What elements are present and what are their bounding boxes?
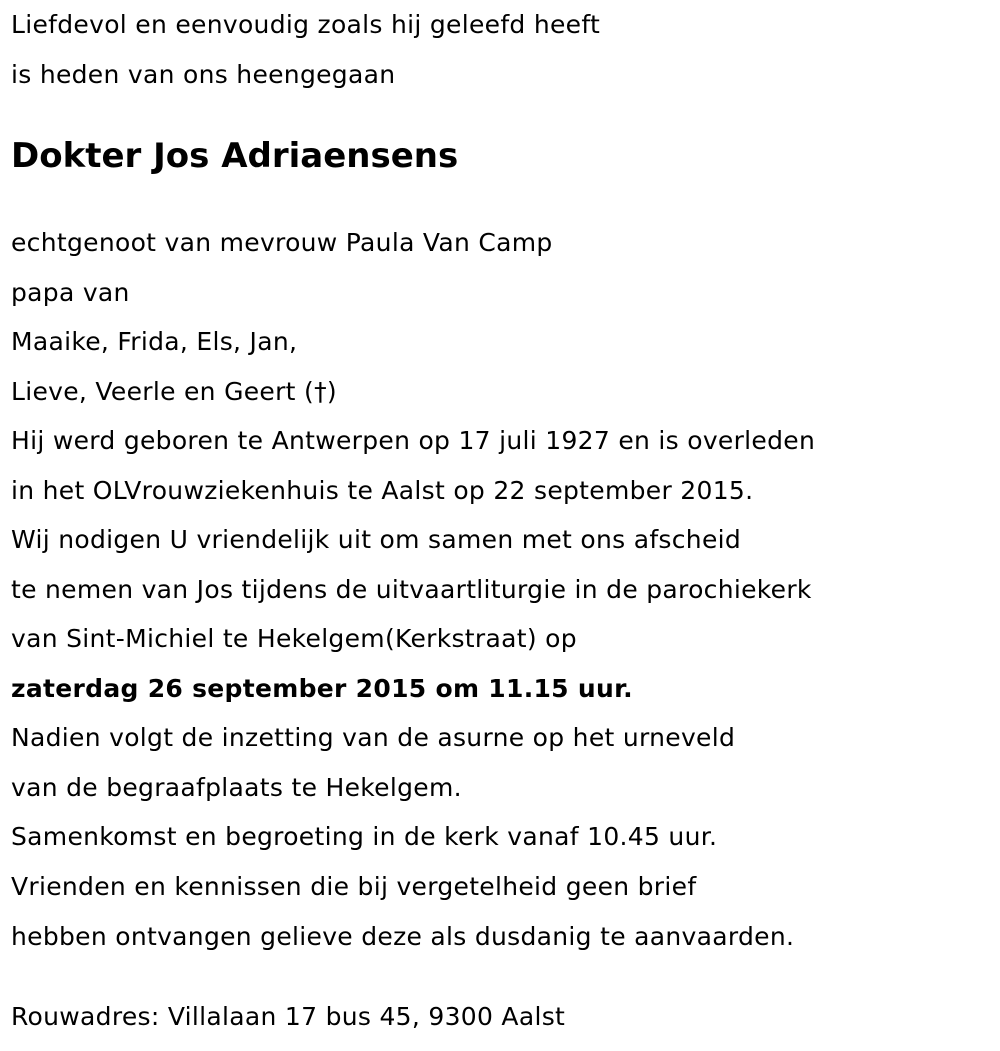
mourning-address: Rouwadres: Villalaan 17 bus 45, 9300 Aalst: [11, 1002, 566, 1031]
intro-line-1: Liefdevol en eenvoudig zoals hij geleefd heeft: [11, 10, 601, 39]
urn-line-2: van de begraafplaats te Hekelgem.: [11, 773, 462, 802]
children-line-1: Maaike, Frida, Els, Jan,: [11, 327, 298, 356]
urn-line-1: Nadien volgt de inzetting van de asurne op het urneveld: [11, 723, 736, 752]
deceased-name: Dokter Jos Adriaensens: [11, 136, 459, 176]
notice-line-1: Vrienden en kennissen die bij vergetelheid geen brief: [11, 872, 697, 901]
children-line-2: Lieve, Veerle en Geert (†): [11, 377, 337, 406]
children-intro-line: papa van: [11, 278, 130, 307]
intro-line-2: is heden van ons heengegaan: [11, 60, 396, 89]
invitation-line-1: Wij nodigen U vriendelijk uit om samen met ons afscheid: [11, 525, 742, 554]
invitation-line-2: te nemen van Jos tijdens de uitvaartliturgie in de parochiekerk: [11, 575, 812, 604]
ceremony-date-line: zaterdag 26 september 2015 om 11.15 uur.: [11, 674, 633, 703]
church-line: van Sint-Michiel te Hekelgem(Kerkstraat) op: [11, 624, 577, 653]
spouse-line: echtgenoot van mevrouw Paula Van Camp: [11, 228, 553, 257]
hospital-line: in het OLVrouwziekenhuis te Aalst op 22 september 2015.: [11, 476, 754, 505]
gathering-line: Samenkomst en begroeting in de kerk vanaf 10.45 uur.: [11, 822, 718, 851]
birth-death-line: Hij werd geboren te Antwerpen op 17 juli 1927 en is overleden: [11, 426, 816, 455]
notice-line-2: hebben ontvangen gelieve deze als dusdanig te aanvaarden.: [11, 922, 795, 951]
